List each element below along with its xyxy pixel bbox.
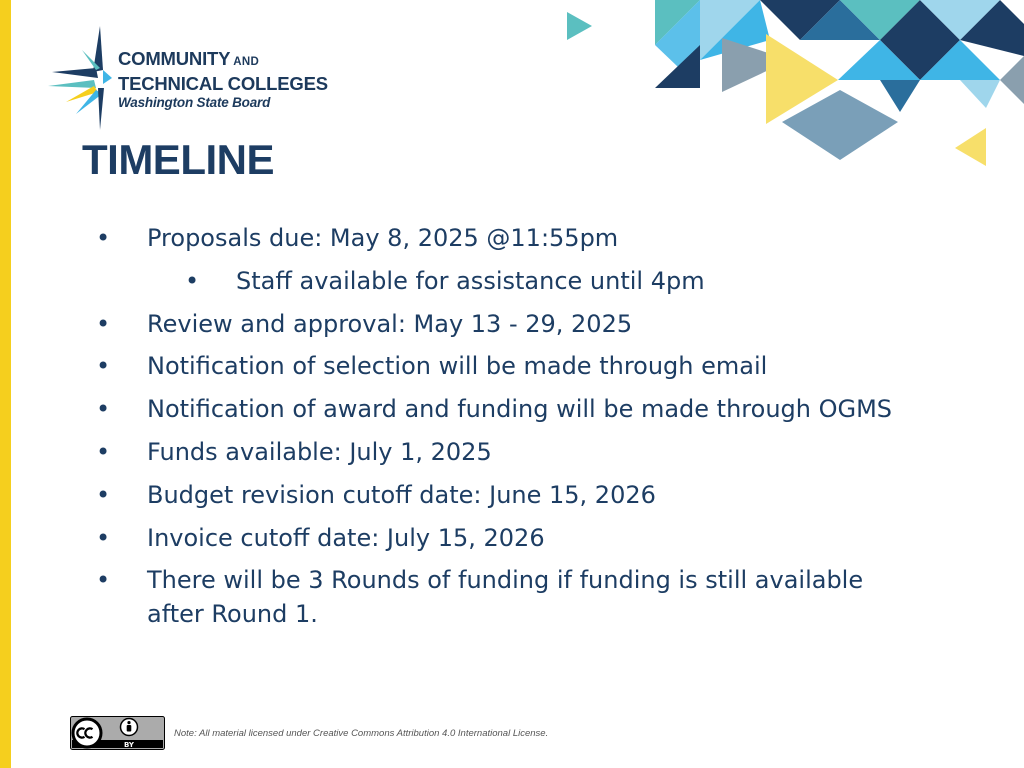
logo-wordmark [118, 48, 328, 112]
bullet-dot-icon: • [96, 437, 111, 466]
bullet-item: • Notification of selection will be made through email [0, 349, 1024, 383]
logo-community: COMMUNITY [118, 48, 231, 69]
bullet-dot-icon: • [96, 523, 111, 552]
bullet-item: • Proposals due: May 8, 2025 @11:55pm [0, 221, 1024, 255]
bullet-dot-icon: • [96, 395, 111, 424]
creative-commons-by-badge [70, 716, 165, 750]
decorative-triangles [560, 0, 1024, 175]
logo-technical-colleges: TECHNICAL COLLEGES [118, 73, 328, 94]
sbctc-logo [46, 26, 346, 130]
bullet-item: • Invoice cutoff date: July 15, 2026 [0, 521, 1024, 555]
sub-bullet-item: • Staff available for assistance until 4pm [0, 264, 1024, 298]
license-note: Note: All material licensed under Creative Commons Attribution 4.0 International License. [174, 728, 549, 739]
bullet-item: • There will be 3 Rounds of funding if funding is still available after Round 1. [0, 563, 1024, 631]
slide-title: TIMELINE [82, 136, 274, 183]
bullet-item: • Notification of award and funding will be made through OGMS [0, 392, 1024, 426]
bullet-item: • Budget revision cutoff date: June 15, 2026 [0, 478, 1024, 512]
timeline-bullet-list [0, 221, 1024, 640]
bullet-dot-icon: • [96, 352, 111, 381]
bullet-item: • Funds available: July 1, 2025 [0, 435, 1024, 469]
bullet-dot-icon: • [96, 309, 111, 338]
bullet-dot-icon: • [96, 566, 111, 595]
logo-washington-state-board: Washington State Board [118, 95, 271, 110]
starburst-logo-icon [46, 26, 112, 130]
cc-by-label: BY [123, 741, 135, 749]
bullet-item: • Review and approval: May 13 - 29, 2025 [0, 307, 1024, 341]
bullet-dot-icon: • [96, 480, 111, 509]
bullet-dot-icon: • [185, 266, 200, 295]
logo-and: AND [233, 56, 260, 68]
bullet-dot-icon: • [96, 224, 111, 252]
